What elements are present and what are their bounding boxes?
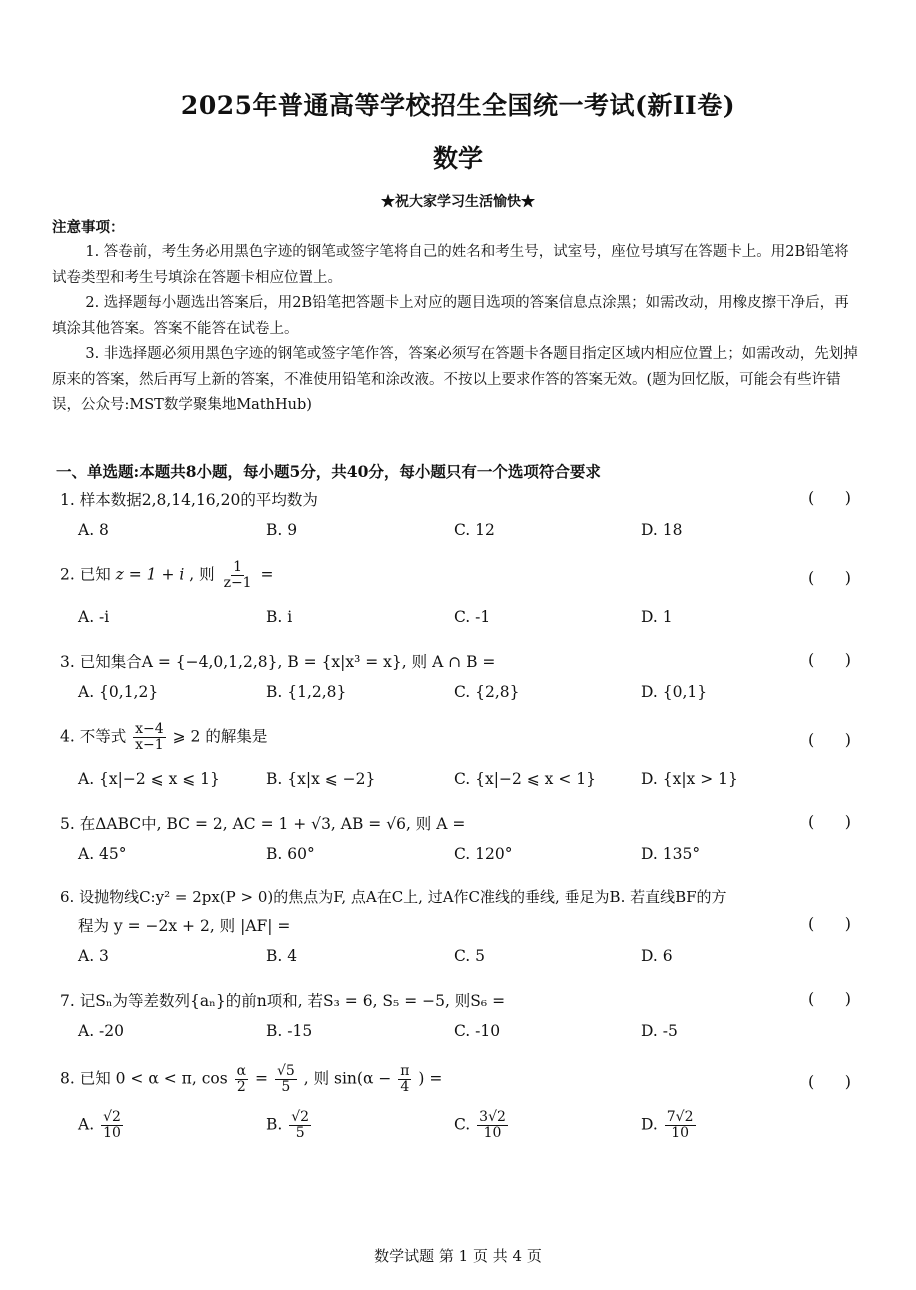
q2-prefix: 2. 已知	[60, 565, 111, 584]
question-4-stem	[60, 722, 267, 753]
q4-frac-num: x−4	[135, 721, 164, 737]
q7-option-c: C. -10	[454, 1022, 501, 1040]
q5-option-a: A. 45°	[78, 845, 127, 863]
q8-suffix: ) =	[418, 1069, 443, 1088]
q8-option-c-den: 10	[483, 1125, 502, 1141]
q6-option-a: A. 3	[78, 947, 109, 965]
q1-option-b: B. 9	[266, 521, 298, 539]
q8-prefix: 8. 已知 0 < α < π, cos	[60, 1069, 228, 1088]
q8-option-b-fraction	[289, 1110, 311, 1141]
q1-option-a: A. 8	[78, 521, 109, 539]
question-3-stem: 3. 已知集合A = {−4,0,1,2,8}, B = {x|x³ = x}, 则 A ∩ B =	[60, 653, 496, 671]
question-8-stem	[60, 1064, 442, 1095]
q8-option-b-label: B.	[266, 1115, 283, 1134]
q2-option-d: D. 1	[641, 608, 673, 626]
q3-option-a: A. {0,1,2}	[78, 683, 159, 701]
motto: ★祝大家学习生活愉快★	[381, 194, 535, 210]
answer-paren-2: ( )	[808, 568, 851, 587]
q4-option-c: C. {x|−2 ⩽ x < 1}	[454, 770, 596, 788]
answer-paren-6: ( )	[808, 914, 851, 933]
q3-option-d: D. {0,1}	[641, 683, 708, 701]
notes-heading: 注意事项：	[52, 219, 125, 236]
q8-option-d-num: 7√2	[666, 1109, 694, 1125]
q8-half-angle	[235, 1064, 248, 1095]
answer-paren-4: ( )	[808, 730, 851, 749]
q4-option-a: A. {x|−2 ⩽ x ⩽ 1}	[78, 770, 220, 788]
answer-paren-5: ( )	[808, 812, 851, 831]
q6-option-d: D. 6	[641, 947, 673, 965]
q5-option-b: B. 60°	[266, 845, 315, 863]
q2-frac-den: z−1	[223, 575, 252, 591]
q2-fraction	[222, 560, 254, 591]
q8-option-c-fraction	[477, 1110, 508, 1141]
q8-option-a	[78, 1110, 125, 1141]
q4-option-b: B. {x|x ⩽ −2}	[266, 770, 376, 788]
q8-half-den: 2	[236, 1079, 246, 1095]
q6-option-c: C. 5	[454, 947, 486, 965]
q8-option-b-den: 5	[295, 1125, 305, 1141]
subject-title: 数学	[432, 144, 483, 173]
answer-paren-8: ( )	[808, 1072, 851, 1091]
q8-option-d-fraction	[665, 1110, 696, 1141]
exam-title: 2025年普通高等学校招生全国统一考试(新II卷)	[180, 91, 736, 120]
note-item-1: 1. 答卷前，考生务必用黑色字迹的钢笔或签字笔将自己的姓名和考生号，试室号，座位号填写在答题卡上。用2B铅笔将试卷类型和考生号填涂在答题卡相应位置上。	[52, 244, 849, 286]
q8-pi-den: 4	[400, 1079, 410, 1095]
q8-option-b	[266, 1110, 313, 1141]
question-2-stem	[60, 560, 274, 591]
q5-option-d: D. 135°	[641, 845, 701, 863]
q8-option-d	[641, 1110, 698, 1141]
notes-body	[52, 240, 860, 419]
q7-option-d: D. -5	[641, 1022, 678, 1040]
note-item-2: 2. 选择题每小题选出答案后，用2B铅笔把答题卡上对应的题目选项的答案信息点涂黑；如需改动，用橡皮擦干净后，再填涂其他答案。答案不能答在试卷上。	[52, 295, 849, 337]
note-item-3: 3. 非选择题必须用黑色字迹的钢笔或签字笔作答，答案必须写在答题卡各题目指定区域内相应位置上；如需改动，先划掉原来的答案，然后再写上新的答案，不准使用铅笔和涂改液。不按以上要求作答的答案无效。(题为回忆版，可能会有些许错误，公众号:MST数学聚集地MathHub)	[52, 346, 858, 413]
q8-option-d-label: D.	[641, 1115, 658, 1134]
q3-option-b: B. {1,2,8}	[266, 683, 347, 701]
q3-option-c: C. {2,8}	[454, 683, 520, 701]
q8-val-num: √5	[276, 1063, 295, 1079]
q1-option-d: D. 18	[641, 521, 683, 539]
question-5-stem: 5. 在ΔABC中, BC = 2, AC = 1 + √3, AB = √6, 则 A =	[60, 815, 466, 833]
q8-option-c	[454, 1110, 510, 1141]
q7-option-b: B. -15	[266, 1022, 313, 1040]
q2-option-b: B. i	[266, 608, 293, 626]
q2-suffix: =	[260, 565, 274, 584]
question-7-stem: 7. 记Sₙ为等差数列{aₙ}的前n项和, 若S₃ = 6, S₅ = −5, 则S₆ =	[60, 992, 506, 1010]
answer-paren-7: ( )	[808, 989, 851, 1008]
answer-paren-1: ( )	[808, 488, 851, 507]
q2-mid: , 则	[189, 565, 215, 584]
q8-eq: =	[255, 1069, 269, 1088]
q6-option-b: B. 4	[266, 947, 298, 965]
q5-option-c: C. 120°	[454, 845, 513, 863]
q2-frac-num: 1	[233, 559, 243, 575]
question-1-stem: 1. 样本数据2,8,14,16,20的平均数为	[60, 491, 318, 509]
question-6-line-1: 6. 设抛物线C:y² = 2px(P > 0)的焦点为F, 点A在C上, 过A作C准线的垂线, 垂足为B. 若直线BF的方	[60, 888, 727, 906]
q8-option-a-den: 10	[103, 1125, 121, 1141]
q4-option-d: D. {x|x > 1}	[641, 770, 738, 788]
q8-val-den: 5	[281, 1079, 291, 1095]
q8-half-num: α	[236, 1063, 247, 1079]
q4-frac-den: x−1	[135, 737, 164, 753]
q2-option-a: A. -i	[78, 608, 110, 626]
answer-paren-3: ( )	[808, 650, 851, 669]
q8-option-c-num: 3√2	[479, 1109, 506, 1125]
question-6-line-2: 程为 y = −2x + 2, 则 |AF| =	[78, 917, 291, 935]
q7-option-a: A. -20	[78, 1022, 125, 1040]
q2-option-c: C. -1	[454, 608, 491, 626]
q8-pi-num: π	[400, 1063, 410, 1079]
q8-option-d-den: 10	[671, 1125, 690, 1141]
page-footer: 数学试题 第 1 页 共 4 页	[374, 1247, 542, 1265]
section-heading: 一、单选题:本题共8小题，每小题5分，共40分，每小题只有一个选项符合要求	[56, 462, 601, 481]
q4-suffix: ⩾ 2 的解集是	[172, 727, 268, 746]
q8-pi-quarter	[398, 1064, 411, 1095]
q8-mid: , 则 sin(α −	[303, 1069, 392, 1088]
q4-prefix: 4. 不等式	[60, 727, 127, 746]
q8-value	[275, 1064, 297, 1095]
q4-fraction	[133, 722, 166, 753]
q2-equation: z = 1 + i	[115, 565, 185, 584]
q8-option-a-label: A.	[78, 1115, 95, 1134]
q8-option-a-fraction	[101, 1110, 123, 1141]
q8-option-b-num: √2	[291, 1109, 310, 1125]
q1-option-c: C. 12	[454, 521, 495, 539]
q8-option-c-label: C.	[454, 1115, 471, 1134]
q8-option-a-num: √2	[103, 1109, 121, 1125]
